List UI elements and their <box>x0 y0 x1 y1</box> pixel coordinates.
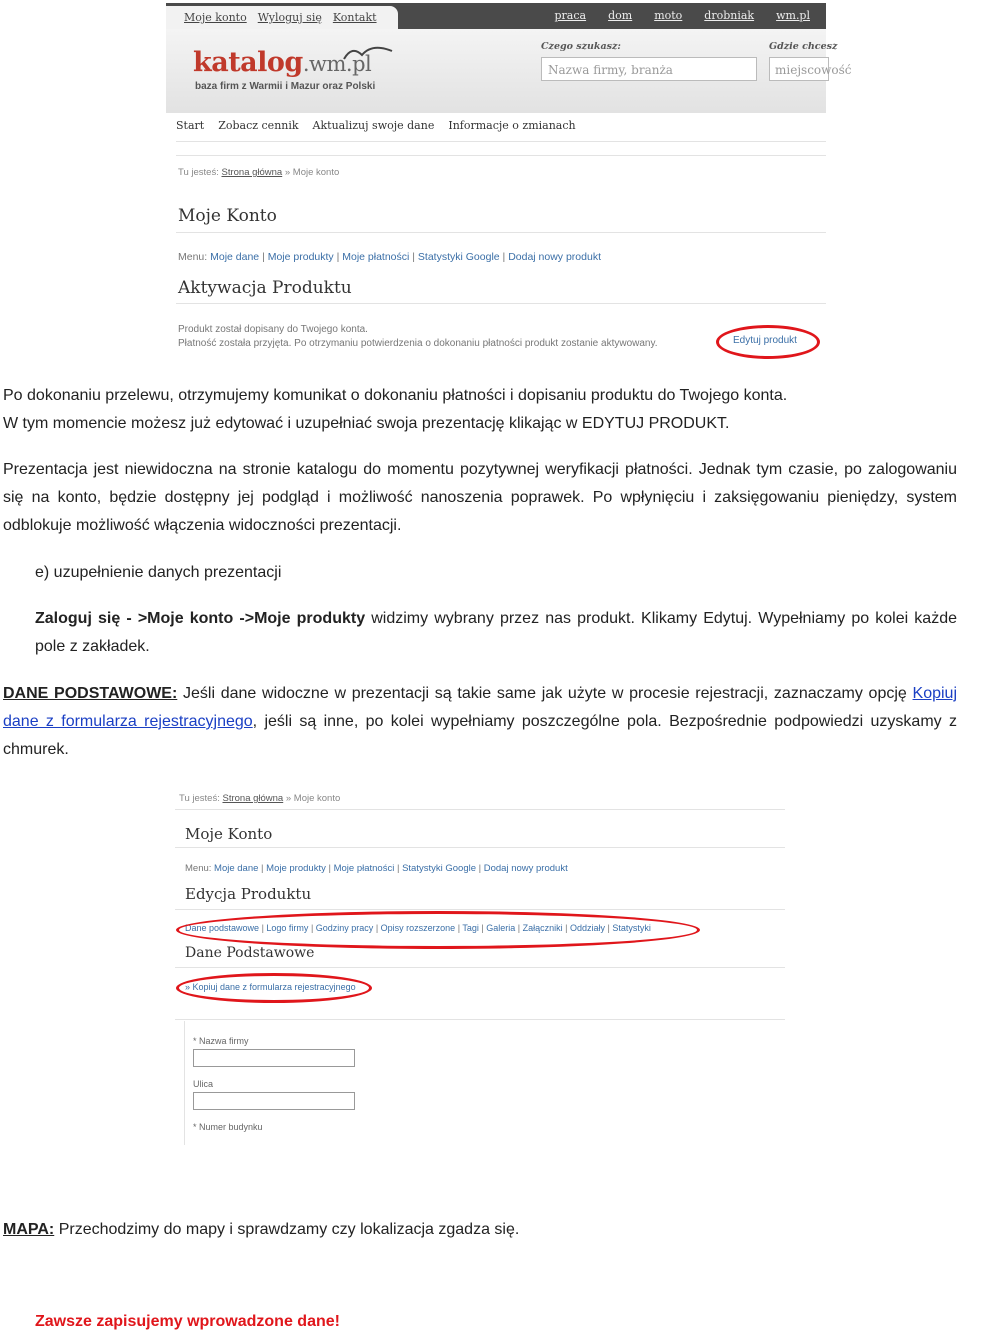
edit-tabs: Dane podstawowe | Logo firmy | Godziny pracy | Opisy rozszerzone | Tagi | Galeria | Załączniki | Oddziały | Statystyki <box>185 923 651 933</box>
nav-start[interactable]: Start <box>176 119 205 132</box>
form-border <box>184 1021 185 1145</box>
divider <box>176 232 826 233</box>
divider <box>175 967 785 968</box>
menu-my-data[interactable]: Moje dane <box>214 863 259 874</box>
tab-branches[interactable]: Oddziały <box>569 923 605 933</box>
tagline: baza firm z Warmii i Mazur oraz Polski <box>195 81 376 92</box>
portal-link-drobniak[interactable]: drobniak <box>704 9 755 22</box>
street-input[interactable] <box>193 1092 355 1110</box>
section-heading: e) uzupełnienie danych prezentacji <box>35 564 282 581</box>
portal-link-wm[interactable]: wm.pl <box>776 9 810 22</box>
nav-update-data[interactable]: Aktualizuj swoje dane <box>312 119 435 132</box>
breadcrumb-home-link[interactable]: Strona główna <box>221 167 283 178</box>
paragraph-payment-info: Po dokonaniu przelewu, otrzymujemy komunikat o dokonaniu płatności i dopisaniu produktu do Twojego konta. W tym momencie możesz już edytować i uzupełniać swoja prezentację klikając w EDYTUJ PRODUKT. <box>3 387 788 432</box>
logout-link[interactable]: Wyloguj się <box>257 11 322 24</box>
tab-basic-data[interactable]: Dane podstawowe <box>185 923 260 933</box>
menu-my-payments[interactable]: Moje płatności <box>333 863 395 874</box>
page-title: Moje Konto <box>178 206 277 226</box>
tab-hours[interactable]: Godziny pracy <box>315 923 374 933</box>
paragraph-visibility: Prezentacja jest niewidoczna na stronie katalogu do momentu pozytywnej weryfikacji płatności. Jednak tym czasie, po zalogowaniu się na konto, będzie dostępny jej podgląd i możliwość nanoszenia poprawek. Po wpłynięciu i zaksięgowaniu pieniędzy, system odblokuje możliwość włączenia widoczności prezentacji. <box>3 461 957 534</box>
nav-pricing[interactable]: Zobacz cennik <box>218 119 299 132</box>
tab-gallery[interactable]: Galeria <box>486 923 516 933</box>
divider <box>176 303 826 304</box>
copy-data-link[interactable]: Kopiuj dane z formularza rejestracyjnego <box>3 685 958 730</box>
account-menu: Menu: Moje dane | Moje produkty | Moje płatności | Statystyki Google | Dodaj nowy produkt <box>185 863 568 874</box>
menu-add-product[interactable]: Dodaj nowy produkt <box>508 251 601 263</box>
nav-changes-info[interactable]: Informacje o zmianach <box>448 119 576 132</box>
success-message: Produkt został dopisany do Twojego konta. <box>178 324 368 335</box>
copy-highlight-ellipse <box>176 973 372 1003</box>
divider <box>175 1019 785 1020</box>
menu-my-data[interactable]: Moje dane <box>210 251 260 263</box>
divider <box>175 909 785 910</box>
section-title: Edycja Produktu <box>185 885 312 903</box>
building-number-label: * Numer budynku <box>193 1122 263 1132</box>
bird-logo-icon <box>342 41 394 63</box>
contact-link[interactable]: Kontakt <box>332 11 377 24</box>
breadcrumb: Tu jesteś: Strona główna » Moje konto <box>179 793 341 804</box>
portal-links <box>555 9 811 22</box>
subsection-title: Dane Podstawowe <box>185 945 315 961</box>
site-logo[interactable]: katalog.wm.pl <box>193 47 372 78</box>
search-label: Czego szukasz: <box>541 41 621 52</box>
location-input[interactable]: miejscowość <box>769 57 829 81</box>
tab-attachments[interactable]: Załączniki <box>522 923 563 933</box>
tabs-highlight-ellipse <box>176 911 700 949</box>
copy-registration-link[interactable]: » Kopiuj dane z formularza rejestracyjnego <box>185 982 356 992</box>
page-title: Moje Konto <box>185 825 273 843</box>
tab-logo[interactable]: Logo firmy <box>266 923 309 933</box>
menu-my-payments[interactable]: Moje płatności <box>342 251 410 263</box>
company-name-label: * Nazwa firmy <box>193 1036 249 1046</box>
menu-add-product[interactable]: Dodaj nowy produkt <box>483 863 568 874</box>
menu-my-products[interactable]: Moje produkty <box>266 863 326 874</box>
tab-tags[interactable]: Tagi <box>462 923 479 933</box>
highlight-ellipse <box>716 325 820 359</box>
divider <box>176 141 826 142</box>
user-links <box>166 6 398 29</box>
menu-my-products[interactable]: Moje produkty <box>267 251 334 263</box>
location-label: Gdzie chcesz <box>769 41 838 52</box>
divider <box>175 847 785 848</box>
account-menu: Menu: Moje dane | Moje produkty | Moje płatności | Statystyki Google | Dodaj nowy produkt <box>178 251 601 263</box>
main-nav <box>176 119 576 132</box>
street-label: Ulica <box>193 1079 214 1089</box>
tab-statistics[interactable]: Statystyki <box>612 923 651 933</box>
search-input[interactable]: Nazwa firmy, branża <box>541 57 757 81</box>
company-name-input[interactable] <box>193 1049 355 1067</box>
paragraph-map: MAPA: Przechodzimy do mapy i sprawdzamy czy lokalizacja zgadza się. <box>3 1221 520 1238</box>
portal-link-moto[interactable]: moto <box>654 9 683 22</box>
my-account-link[interactable]: Moje konto <box>184 11 247 24</box>
menu-google-stats[interactable]: Statystyki Google <box>402 863 476 874</box>
screenshot-activation <box>166 3 852 355</box>
section-title: Aktywacja Produktu <box>178 278 352 298</box>
edit-product-link[interactable]: Edytuj produkt <box>723 334 815 350</box>
payment-message: Płatność została przyjęta. Po otrzymaniu potwierdzenia o dokonaniu płatności produkt zostanie aktywowany. <box>178 338 658 349</box>
divider <box>176 155 826 156</box>
screenshot-edit-product <box>175 785 785 1145</box>
save-reminder: Zawsze zapisujemy wprowadzone dane! <box>35 1313 340 1330</box>
menu-google-stats[interactable]: Statystyki Google <box>417 251 500 263</box>
breadcrumb-home-link[interactable]: Strona główna <box>222 793 284 804</box>
paragraph-login-steps: Zaloguj się - >Moje konto ->Moje produkty widzimy wybrany przez nas produkt. Klikamy Edytuj. Wypełniamy po kolei każde pole z zakładek. <box>35 610 957 655</box>
portal-link-dom[interactable]: dom <box>608 9 633 22</box>
divider <box>175 809 785 810</box>
tab-extended-desc[interactable]: Opisy rozszerzone <box>380 923 456 933</box>
paragraph-basic-data: DANE PODSTAWOWE: Jeśli dane widoczne w prezentacji są takie same jak użyte w procesie rejestracji, zaznaczamy opcję Kopiuj dane z formularza rejestracyjnego, jeśli są inne, po kolei wypełniamy poszczególne pola. Bezpośrednie podpowiedzi uzyskamy z chmurek. <box>3 685 958 758</box>
breadcrumb: Tu jesteś: Strona główna » Moje konto <box>178 167 340 178</box>
portal-link-praca[interactable]: praca <box>554 9 587 22</box>
